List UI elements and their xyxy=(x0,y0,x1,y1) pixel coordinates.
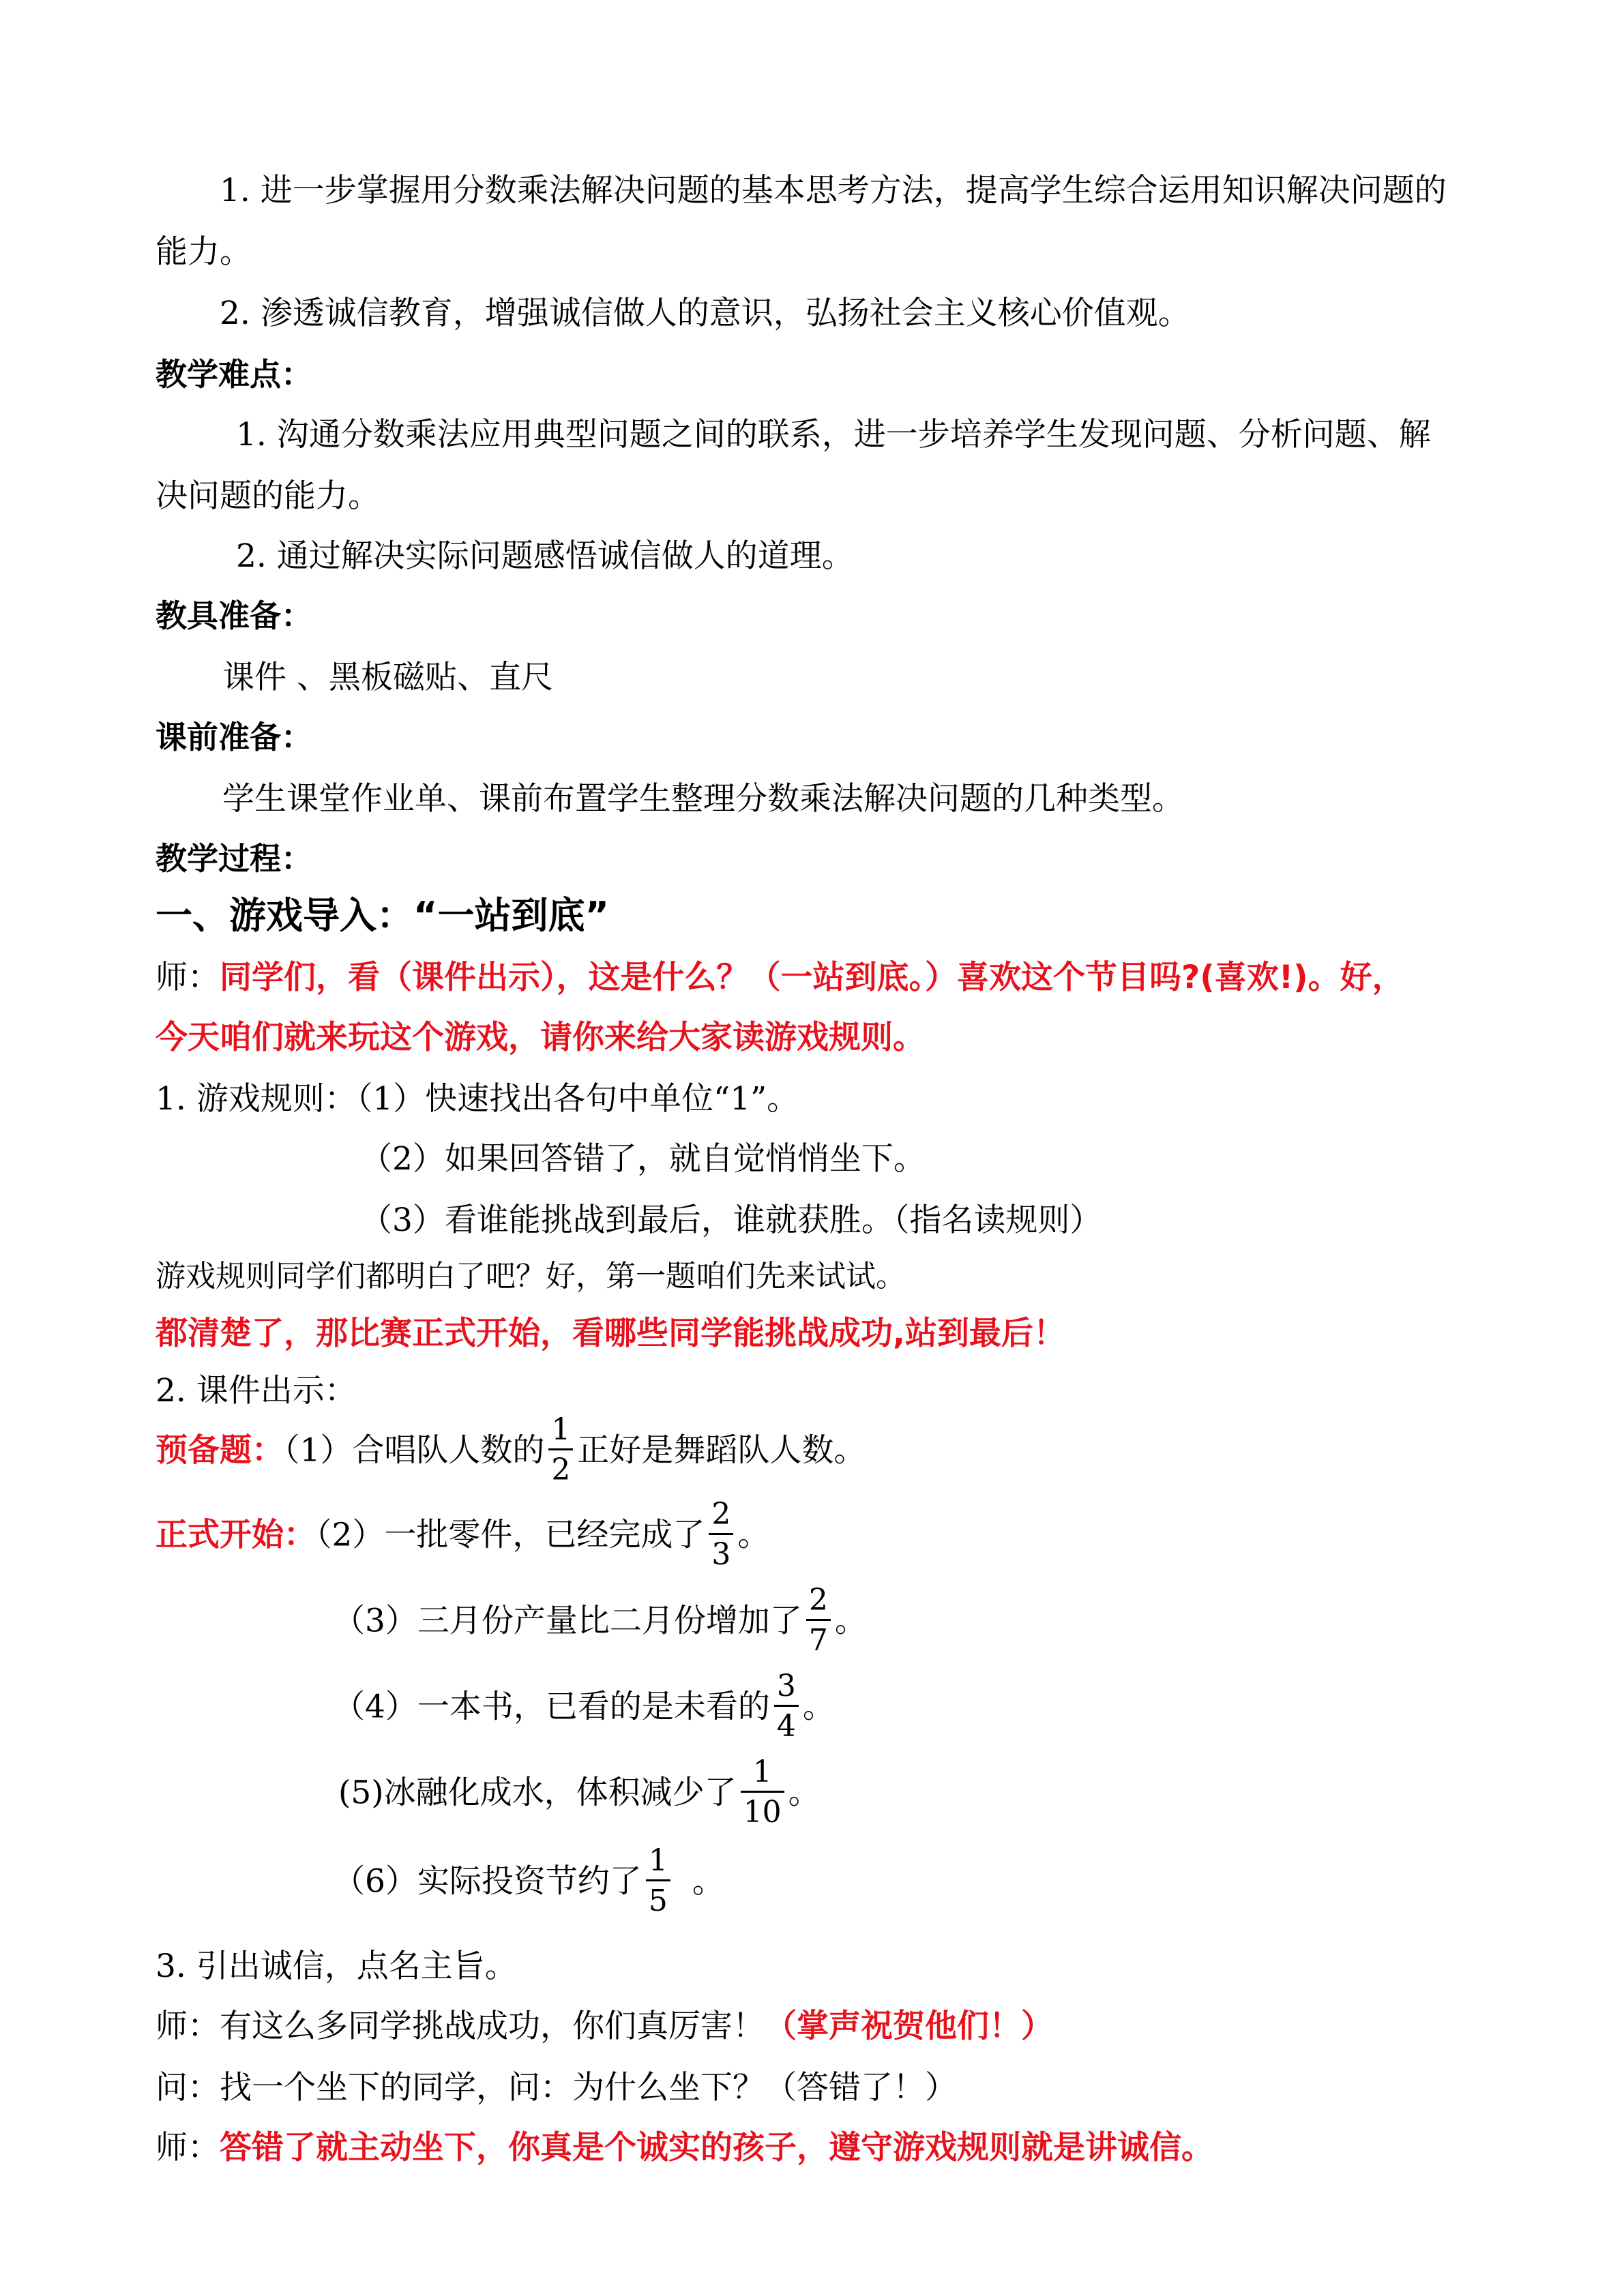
question-1 xyxy=(156,1412,866,1489)
fraction-denominator: 2 xyxy=(551,1452,571,1488)
fraction-numerator: 1 xyxy=(548,1414,573,1450)
fraction-2-7 xyxy=(806,1585,831,1656)
integrity-heading: 3. 引出诚信，点名主旨。 xyxy=(156,1948,517,1985)
goal-1-line-1: 1. 进一步掌握用分数乘法解决问题的基本思考方法，提高学生综合运用知识解决问题的 xyxy=(220,172,1447,209)
teacher-praise: 师：有这么多同学挑战成功，你们真厉害！ xyxy=(156,2008,765,2045)
question-2-text-post: 。 xyxy=(737,1516,770,1554)
teacher-speech-1: 同学们，看（课件出示），这是什么？（一站到底。）喜欢这个节目吗?(喜欢!)。好， xyxy=(220,959,1404,996)
fraction-3-4 xyxy=(774,1671,799,1742)
start-announcement: 都清楚了，那比赛正式开始，看哪些同学能挑战成功,站到最后！ xyxy=(156,1315,1065,1352)
question-4-text-pre: （4）一本书，已看的是未看的 xyxy=(333,1688,770,1726)
difficulty-heading: 教学难点： xyxy=(156,356,312,393)
question-1-text-pre: （1）合唱队人数的 xyxy=(284,1431,545,1470)
question-2 xyxy=(156,1497,770,1573)
fraction-denominator: 5 xyxy=(648,1883,668,1919)
question-4-text-post: 。 xyxy=(802,1688,835,1726)
fraction-denominator: 7 xyxy=(808,1623,828,1658)
question-3-text-post: 。 xyxy=(834,1602,867,1640)
question-6-text-pre: （6）实际投资节约了 xyxy=(333,1862,642,1900)
rules-line-3: （3）看谁能挑战到最后，谁就获胜。（指名读规则） xyxy=(360,1202,1102,1239)
difficulty-1-line-1: 1. 沟通分数乘法应用典型问题之间的联系，进一步培养学生发现问题、分析问题、解 xyxy=(236,416,1431,453)
question-5-text-post: 。 xyxy=(788,1774,821,1812)
goal-2: 2. 渗透诚信教育，增强诚信做人的意识，弘扬社会主义核心价值观。 xyxy=(220,295,1190,332)
fraction-1-10 xyxy=(741,1757,784,1828)
question-6 xyxy=(333,1843,724,1920)
tools-heading: 教具准备： xyxy=(156,597,312,634)
teacher-line-1 xyxy=(156,961,1404,994)
fraction-denominator: 10 xyxy=(743,1795,782,1830)
question-1-label: 预备题： xyxy=(156,1431,284,1470)
question-6-text-post: 。 xyxy=(692,1862,724,1900)
teacher-line-2: 今天咱们就来玩这个游戏，请你来给大家读游戏规则。 xyxy=(156,1019,925,1056)
teacher-applause: （掌声祝贺他们！） xyxy=(765,2008,1053,2045)
prep-text: 学生课堂作业单、课前布置学生整理分数乘法解决问题的几种类型。 xyxy=(222,780,1184,818)
section-1-title: 一、游戏导入：“一站到底” xyxy=(156,894,609,937)
fraction-numerator: 1 xyxy=(741,1757,784,1793)
fraction-denominator: 4 xyxy=(776,1709,796,1744)
question-2-label: 正式开始： xyxy=(156,1516,316,1554)
question-5 xyxy=(338,1755,821,1831)
teacher-line-3 xyxy=(156,2008,1053,2045)
difficulty-1-line-2: 决问题的能力。 xyxy=(156,477,380,515)
fraction-1-5 xyxy=(646,1845,670,1917)
teacher-line-4 xyxy=(156,2129,1213,2166)
fraction-numerator: 1 xyxy=(646,1845,670,1881)
teacher-prefix: 师： xyxy=(156,2129,220,2166)
process-heading: 教学过程： xyxy=(156,840,312,877)
rules-line-1: 1. 游戏规则：（1）快速找出各句中单位“1”。 xyxy=(156,1080,799,1118)
question-2-text-pre: （2）一批零件，已经完成了 xyxy=(316,1516,705,1554)
question-ask: 问：找一个坐下的同学，问：为什么坐下？（答错了！） xyxy=(156,2069,957,2106)
fraction-numerator: 3 xyxy=(774,1671,799,1707)
question-3 xyxy=(333,1583,867,1659)
goal-1-line-2: 能力。 xyxy=(156,233,252,271)
fraction-2-3 xyxy=(709,1499,733,1570)
tools-text: 课件 、黑板磁贴、直尺 xyxy=(222,659,553,696)
fraction-denominator: 3 xyxy=(711,1537,731,1572)
difficulty-2: 2. 通过解决实际问题感悟诚信做人的道理。 xyxy=(236,537,854,575)
question-1-text-post: 正好是舞蹈队人数。 xyxy=(577,1431,866,1470)
fraction-1-2 xyxy=(548,1414,573,1486)
rules-line-2: （2）如果回答错了，就自觉悄悄坐下。 xyxy=(360,1140,926,1178)
question-3-text-pre: （3）三月份产量比二月份增加了 xyxy=(333,1602,802,1640)
question-5-text-pre: (5)冰融化成水，体积减少了 xyxy=(338,1774,737,1812)
question-4 xyxy=(333,1669,835,1745)
teacher-honesty-remark: 答错了就主动坐下，你真是个诚实的孩子，遵守游戏规则就是讲诚信。 xyxy=(220,2129,1213,2166)
fraction-numerator: 2 xyxy=(806,1585,831,1621)
courseware-heading: 2. 课件出示： xyxy=(156,1372,357,1410)
rules-note: 游戏规则同学们都明白了吧？好，第一题咱们先来试试。 xyxy=(156,1259,906,1294)
fraction-numerator: 2 xyxy=(709,1499,733,1535)
prep-heading: 课前准备： xyxy=(156,719,312,756)
teacher-prefix: 师： xyxy=(156,959,220,996)
